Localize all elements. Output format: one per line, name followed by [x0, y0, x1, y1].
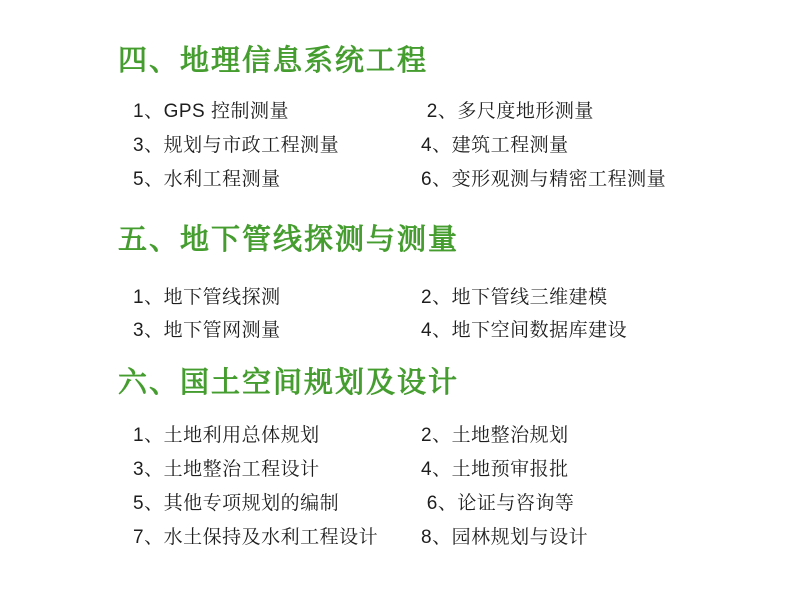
list-item: 1、土地利用总体规划 [133, 425, 320, 446]
list-item: 2、土地整治规划 [421, 425, 569, 446]
list-item: 3、土地整治工程设计 [133, 459, 320, 480]
list-item: 2、多尺度地形测量 [421, 101, 594, 122]
list-item: 1、GPS 控制测量 [133, 101, 289, 122]
section-5-title: 五、地下管线探测与测量 [118, 224, 460, 256]
section-5-items [133, 281, 627, 347]
section-6-title: 六、国土空间规划及设计 [118, 367, 460, 399]
list-item: 8、园林规划与设计 [421, 527, 589, 548]
section-4-title: 四、地理信息系统工程 [118, 45, 429, 77]
list-item: 1、地下管线探测 [133, 287, 281, 308]
list-item: 4、土地预审报批 [421, 459, 569, 480]
section-4-items [133, 95, 666, 197]
list-item: 6、变形观测与精密工程测量 [421, 169, 667, 190]
section-6-items [133, 419, 588, 555]
list-item: 3、地下管网测量 [133, 320, 281, 341]
list-item: 3、规划与市政工程测量 [133, 135, 340, 156]
list-item: 6、论证与咨询等 [421, 493, 575, 514]
list-item: 4、建筑工程测量 [421, 135, 569, 156]
list-item: 5、水利工程测量 [133, 169, 281, 190]
list-item: 7、水土保持及水利工程设计 [133, 527, 379, 548]
list-item: 5、其他专项规划的编制 [133, 493, 340, 514]
list-item: 4、地下空间数据库建设 [421, 320, 628, 341]
list-item: 2、地下管线三维建模 [421, 287, 608, 308]
